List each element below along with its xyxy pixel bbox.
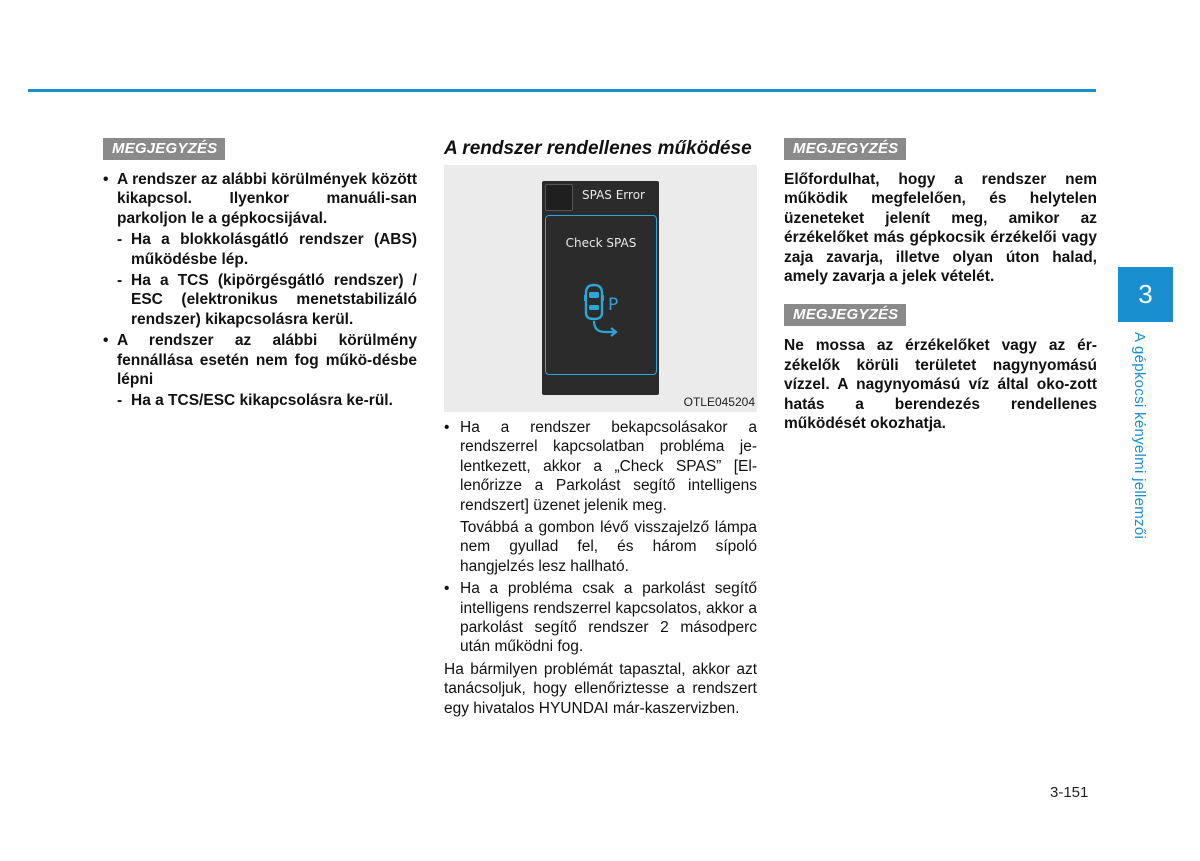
bullet-item <box>103 331 417 389</box>
column-right <box>784 138 1097 433</box>
chapter-tab: 3 <box>1118 267 1173 322</box>
bullet-mark: • <box>103 171 109 188</box>
list-text: Ha a rendszer bekapcsolásakor a rendszerrel kapcsolatban probléma je-lentkezett, akkor a „Check SPAS” [El-lenőrizze a Parkolást segítő intelligens rendszert] üzenet jelenik meg. <box>460 419 757 514</box>
note-text: Előfordulhat, hogy a rendszer nem működik megfelelően, és helytelen üzeneteket jelenít meg, amikor az érzékelőket más gépkocsik érzékelői vagy zaja zavarja, illetve olyan úton halad, amely zavarja a jelek vételét. <box>784 171 1097 286</box>
list-item <box>444 418 757 515</box>
display-message: Check SPAS <box>565 236 637 250</box>
column-left <box>103 138 417 411</box>
figure-code: OTLE045204 <box>683 395 755 409</box>
cluster-display <box>542 181 659 395</box>
svg-text:P: P <box>608 295 619 315</box>
advice-paragraph: Ha bármilyen problémát tapasztal, akkor azt tanácsoljuk, hogy ellenőriztesse a rendszert egy hivatalos HYUNDAI már-kaszervizben. <box>444 660 757 717</box>
bullet-text: A rendszer az alábbi körülmények között kikapcsol. Ilyenkor manuáli-san parkoljon le a gépkocsijával. <box>117 171 417 227</box>
display-panel <box>545 215 657 375</box>
list-continuation: Továbbá a gombon lévő visszajelző lámpa nem gyullad fel, és három sípoló hangjelzés lesz hallható. <box>460 519 757 575</box>
note-label: MEGJEGYZÉS <box>784 138 906 160</box>
dash-mark: - <box>117 231 123 249</box>
note-label: MEGJEGYZÉS <box>103 138 225 160</box>
chapter-label: A gépkocsi kényelmi jellemzői <box>1131 332 1148 540</box>
dash-mark: - <box>117 272 123 290</box>
note-text: Ne mossa az érzékelőket vagy az ér-zékelők körüli területet nagynyomású vízzel. A nagynyomású víz által oko-zott hatás a berendezés rendellenes működését okozhatja. <box>784 337 1097 433</box>
note-content <box>103 170 417 411</box>
sub-text: Ha a blokkolásgátló rendszer (ABS) működésbe lép. <box>131 231 417 268</box>
header-rule <box>28 89 1096 92</box>
sub-item <box>117 271 417 329</box>
display-title: SPAS Error <box>582 188 645 202</box>
note-label: MEGJEGYZÉS <box>784 304 906 326</box>
sub-text: Ha a TCS/ESC kikapcsolásra ke-rül. <box>131 392 393 410</box>
sub-text: Ha a TCS (kipörgésgátló rendszer) / ESC (elektronikus menetstabilizáló rendszer) kikapcsolásra kerül. <box>131 272 417 328</box>
parking-assist-car-icon <box>580 283 626 339</box>
page-number: 3-151 <box>1050 784 1089 801</box>
figure <box>444 165 757 412</box>
error-list <box>444 418 757 718</box>
sub-item <box>117 391 417 410</box>
bullet-mark: • <box>444 419 450 436</box>
section-title: A rendszer rendellenes működése <box>444 138 752 159</box>
list-text: Ha a probléma csak a parkolást segítő intelligens rendszerrel kapcsolatos, akkor a parkolást segítő rendszer 2 másodperc után működni fog. <box>460 580 757 656</box>
bullet-mark: • <box>103 332 109 350</box>
display-indicator-box <box>545 184 573 211</box>
dash-mark: - <box>117 392 123 410</box>
bullet-item <box>103 170 417 228</box>
list-item <box>444 579 757 657</box>
bullet-text: A rendszer az alábbi körülmény fennállása esetén nem fog műkö-désbe lépni <box>117 332 417 389</box>
bullet-mark: • <box>444 580 450 598</box>
sub-item <box>117 230 417 269</box>
display-header <box>542 181 659 211</box>
column-middle <box>444 138 757 718</box>
